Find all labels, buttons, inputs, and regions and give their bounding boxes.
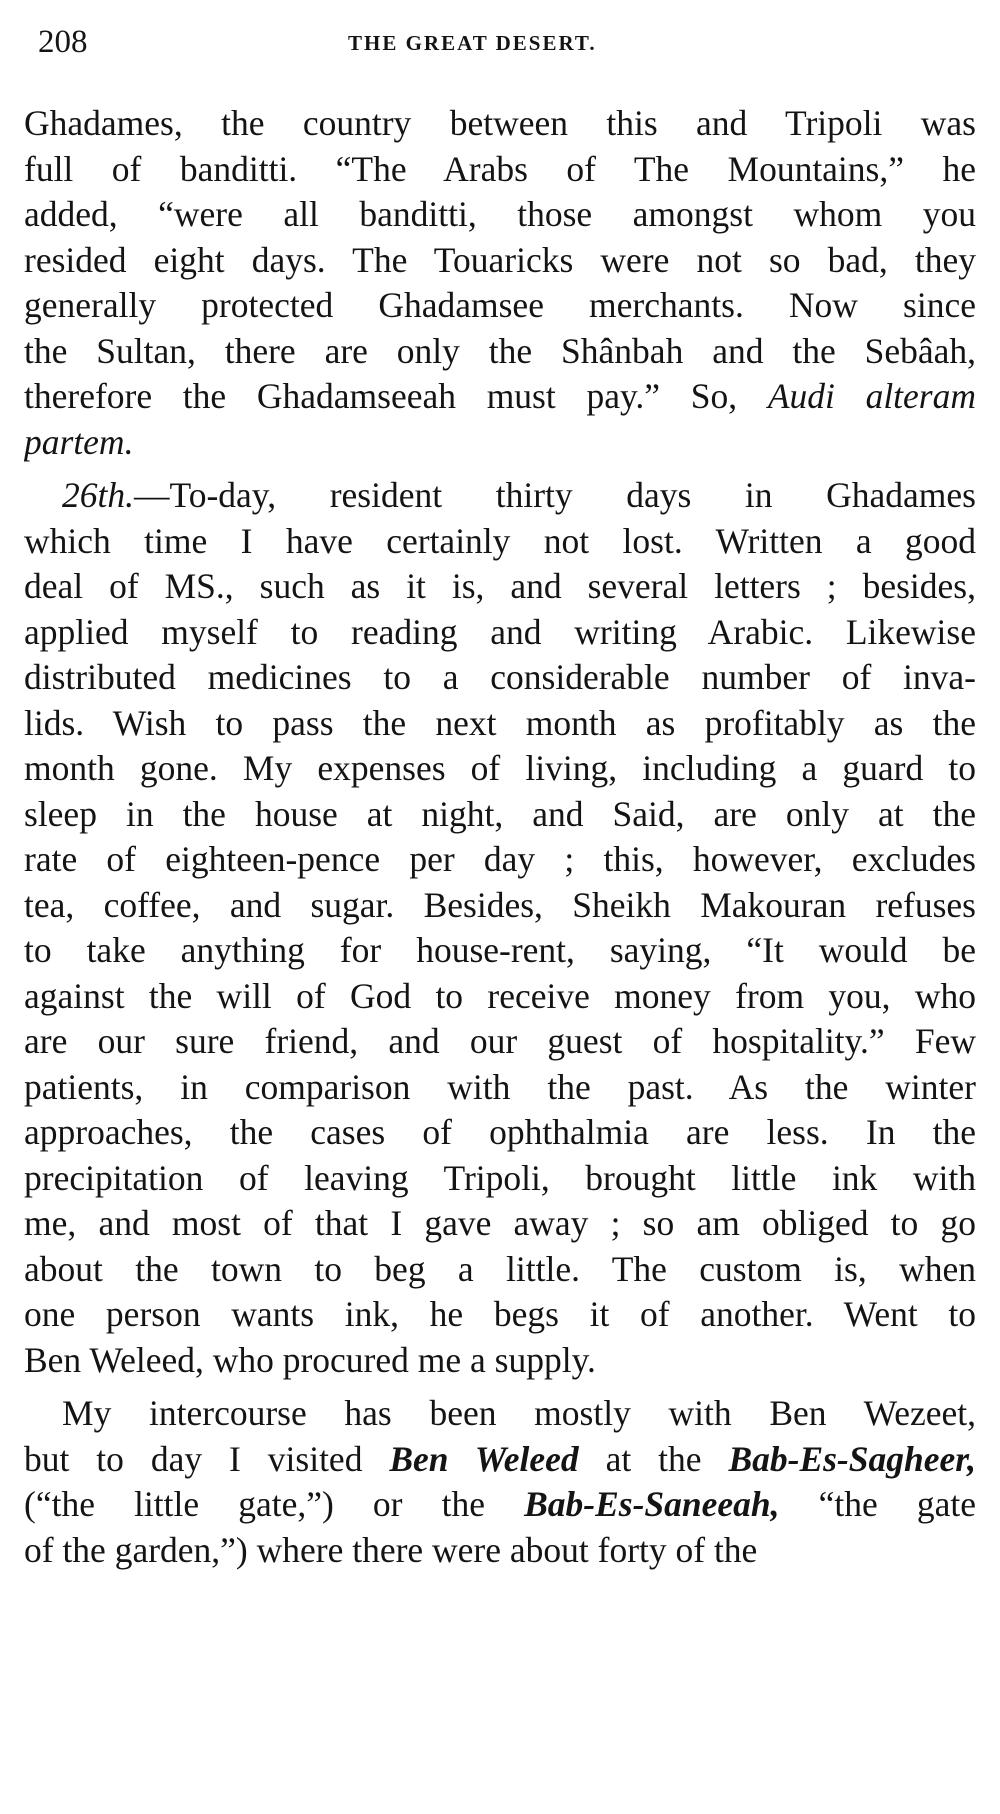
text-line (24, 147, 976, 193)
text-run: approaches, the cases of ophthalmia are less. In the (24, 1112, 976, 1152)
paragraph-gap (24, 1383, 976, 1391)
text-line (24, 1292, 976, 1338)
text-run: deal of MS., such as it is, and several letters ; besides, (24, 566, 976, 606)
text-run: about the town to beg a little. The custom is, when (24, 1248, 976, 1289)
text-run: are our sure friend, and our guest of hospitality.” Few (24, 1021, 976, 1061)
text-line (24, 837, 976, 883)
text-run: precipitation of leaving Tripoli, brought little ink with (24, 1157, 976, 1198)
text-run: sleep in the house at night, and Said, are only at the (24, 793, 976, 834)
text-run: distributed medicines to a considerable number of inva- (24, 657, 976, 697)
text-line (24, 101, 976, 147)
text-line (24, 374, 976, 420)
text-run: Audi alteram (767, 376, 976, 416)
text-line (24, 610, 976, 656)
text-line (24, 883, 976, 929)
text-run: one person wants ink, he begs it of another. Went to (24, 1294, 976, 1334)
text-run: therefore the Ghadamseeah must pay.” So, (24, 376, 768, 416)
text-run: applied myself to reading and writing Arabic. Likewise (24, 611, 976, 652)
text-run: Ben Weleed (389, 1438, 579, 1479)
text-line (24, 1201, 976, 1247)
text-run: month gone. My expenses of living, including a guard to (24, 748, 976, 788)
text-line (24, 1065, 976, 1111)
text-line (24, 1338, 976, 1384)
text-run: partem. (24, 421, 134, 462)
text-run: —To-day, resident thirty days in Ghadames (134, 475, 976, 515)
text-run: patients, in comparison with the past. As the winter (24, 1066, 976, 1107)
text-run: Ben Weleed, who procured me a supply. (24, 1339, 596, 1380)
text-line (24, 420, 976, 466)
text-line (24, 1156, 976, 1202)
text-line (24, 792, 976, 838)
text-run: resided eight days. The Touaricks were not so bad, they (24, 239, 976, 280)
paragraph (24, 1391, 976, 1573)
running-title: THE GREAT DESERT. (348, 31, 597, 55)
text-run: Bab-Es-Sagheer, (728, 1438, 976, 1479)
text-line (24, 283, 976, 329)
paragraph-gap (24, 465, 976, 473)
text-run: Bab-Es-Saneeah, (524, 1484, 780, 1524)
running-head (38, 22, 978, 72)
text-run: of the garden,”) where there were about forty of the (24, 1529, 758, 1570)
page-number: 208 (38, 24, 88, 60)
text-line (24, 192, 976, 238)
text-line (24, 1528, 976, 1574)
text-line (24, 238, 976, 284)
text-run: rate of eighteen-pence per day ; this, however, excludes (24, 839, 976, 879)
text-run: full of banditti. “The Arabs of The Mountains,” he (24, 148, 976, 189)
text-run: but to day I visited (24, 1438, 390, 1479)
text-line (24, 974, 976, 1020)
text-run: at the (578, 1438, 729, 1479)
text-line (24, 1391, 976, 1437)
text-line (24, 746, 976, 792)
text-line (24, 473, 976, 519)
text-run: “the gate (779, 1484, 976, 1524)
text-run: generally protected Ghadamsee merchants. Now since (24, 285, 976, 325)
text-line (24, 564, 976, 610)
text-run: the Sultan, there are only the Shânbah and the Sebâah, (24, 330, 976, 371)
text-run: which time I have certainly not lost. Written a good (24, 520, 976, 561)
text-line (24, 1482, 976, 1528)
text-run: added, “were all banditti, those amongst whom you (24, 194, 976, 234)
text-line (24, 928, 976, 974)
text-line (24, 1110, 976, 1156)
text-run: tea, coffee, and sugar. Besides, Sheikh Makouran refuses (24, 884, 976, 925)
text-run: 26th. (62, 475, 134, 515)
text-line (24, 519, 976, 565)
text-line (24, 1247, 976, 1293)
text-run: against the will of God to receive money from you, who (24, 975, 976, 1016)
text-run: My intercourse has been mostly with Ben Wezeet, (62, 1393, 976, 1433)
body-text (24, 101, 976, 1573)
text-line (24, 1437, 976, 1483)
text-line (24, 701, 976, 747)
paragraph (24, 101, 976, 465)
text-run: lids. Wish to pass the next month as profitably as the (24, 702, 976, 743)
text-line (24, 655, 976, 701)
text-run: (“the little gate,”) or the (24, 1484, 525, 1524)
text-line (24, 1019, 976, 1065)
text-run: to take anything for house-rent, saying, “It would be (24, 930, 976, 970)
paragraph (24, 473, 976, 1383)
text-run: Ghadames, the country between this and Tripoli was (24, 103, 976, 143)
text-line (24, 329, 976, 375)
text-run: me, and most of that I gave away ; so am obliged to go (24, 1203, 976, 1243)
